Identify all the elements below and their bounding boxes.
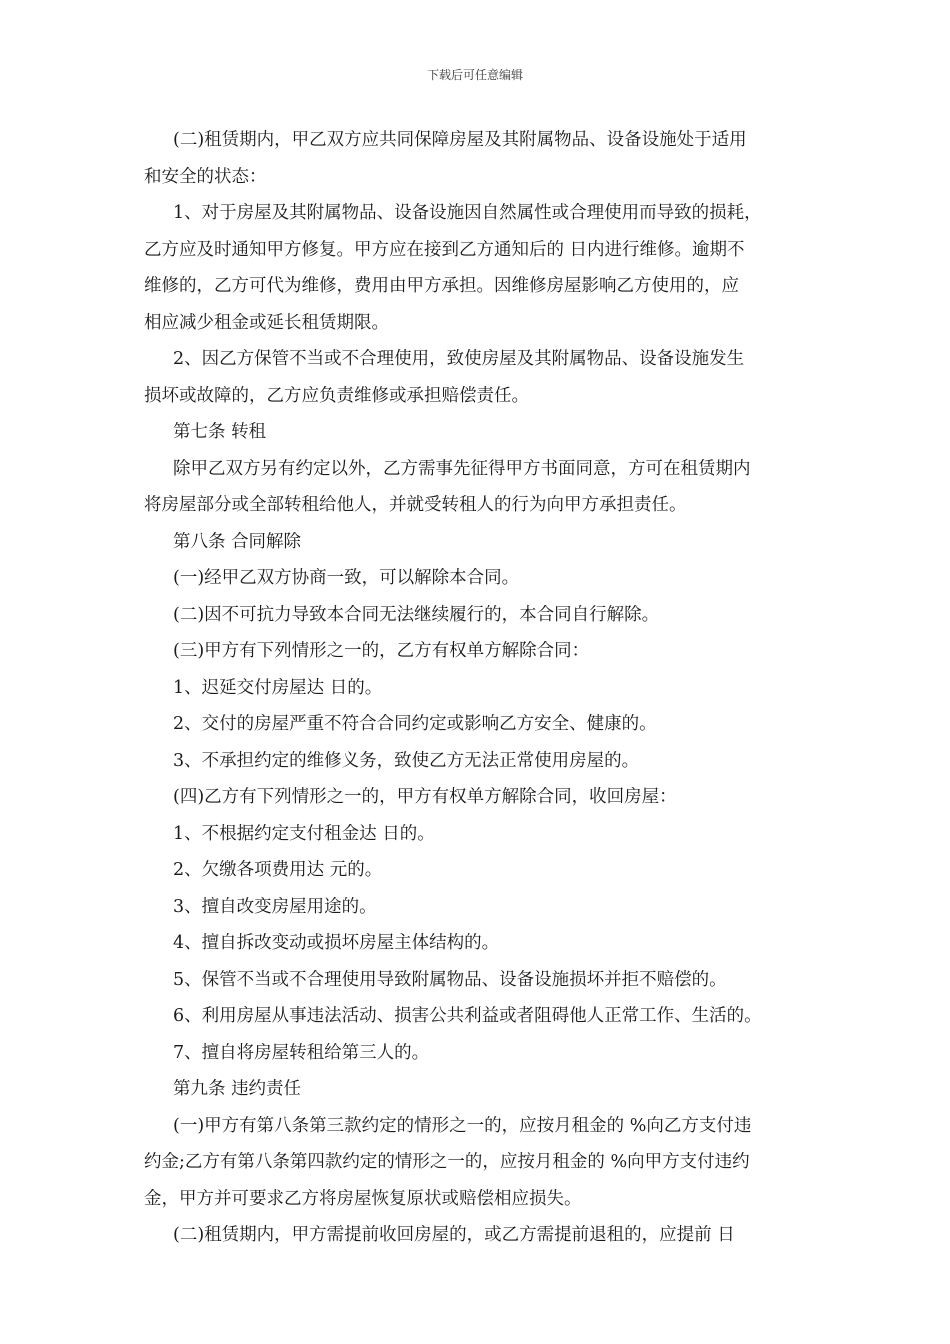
text-line: 约金;乙方有第八条第四款约定的情形之一的，应按月租金的 %向甲方支付违约 xyxy=(144,1152,750,1172)
text-line: 1、不根据约定支付租金达 日的。 xyxy=(173,823,435,844)
text-line: 3、不承担约定的维修义务，致使乙方无法正常使用房屋的。 xyxy=(173,750,640,771)
text-line: 5、保管不当或不合理使用导致附属物品、设备设施损坏并拒不赔偿的。 xyxy=(173,969,727,990)
text-line: (二)租赁期内，甲方需提前收回房屋的，或乙方需提前退租的，应提前 日 xyxy=(173,1225,735,1245)
text-line: 2、因乙方保管不当或不合理使用，致使房屋及其附属物品、设备设施发生 xyxy=(173,349,745,369)
text-line: 2、交付的房屋严重不符合合同约定或影响乙方安全、健康的。 xyxy=(173,714,657,734)
text-line: 损坏或故障的，乙方应负责维修或承担赔偿责任。 xyxy=(144,385,529,406)
text-line: 3、擅自改变房屋用途的。 xyxy=(173,896,377,917)
text-line: (一)经甲乙双方协商一致，可以解除本合同。 xyxy=(173,568,520,588)
text-line: 相应减少租金或延长租赁期限。 xyxy=(144,312,389,333)
text-line: 将房屋部分或全部转租给他人，并就受转租人的行为向甲方承担责任。 xyxy=(144,495,687,515)
text-line: 2、欠缴各项费用达 元的。 xyxy=(173,860,383,880)
text-line: 乙方应及时通知甲方修复。甲方应在接到乙方通知后的 日内进行维修。逾期不 xyxy=(144,239,745,260)
text-line: 1、迟延交付房屋达 日的。 xyxy=(173,677,383,698)
text-line: 1、对于房屋及其附属物品、设备设施因自然属性或合理使用而导致的损耗， xyxy=(173,203,762,223)
text-line: (二)租赁期内，甲乙双方应共同保障房屋及其附属物品、设备设施处于适用 xyxy=(173,130,747,150)
text-line: 除甲乙双方另有约定以外，乙方需事先征得甲方书面同意，方可在租赁期内 xyxy=(173,458,751,479)
text-line: 第七条 转租 xyxy=(173,422,267,442)
text-line: 金，甲方并可要求乙方将房屋恢复原状或赔偿相应损失。 xyxy=(144,1188,582,1209)
text-line: 7、擅自将房屋转租给第三人的。 xyxy=(173,1042,430,1063)
text-line: 和安全的状态： xyxy=(144,166,267,187)
text-line: (一)甲方有第八条第三款约定的情形之一的，应按月租金的 %向乙方支付违 xyxy=(173,1115,752,1136)
page-header: 下载后可任意编辑 xyxy=(426,68,523,82)
document-body xyxy=(144,122,806,1254)
text-line: 维修的，乙方可代为维修，费用由甲方承担。因维修房屋影响乙方使用的，应 xyxy=(144,276,739,296)
text-line: (三)甲方有下列情形之一的，乙方有权单方解除合同： xyxy=(173,641,590,661)
text-line: (二)因不可抗力导致本合同无法继续履行的，本合同自行解除。 xyxy=(173,604,660,625)
text-line: 第八条 合同解除 xyxy=(173,531,302,552)
text-line: 6、利用房屋从事违法活动、损害公共利益或者阻碍他人正常工作、生活的。 xyxy=(173,1006,762,1026)
text-line: 第九条 违约责任 xyxy=(173,1079,302,1099)
text-line: 4、擅自拆改变动或损坏房屋主体结构的。 xyxy=(173,933,500,953)
text-line: (四)乙方有下列情形之一的，甲方有权单方解除合同，收回房屋： xyxy=(173,787,677,807)
